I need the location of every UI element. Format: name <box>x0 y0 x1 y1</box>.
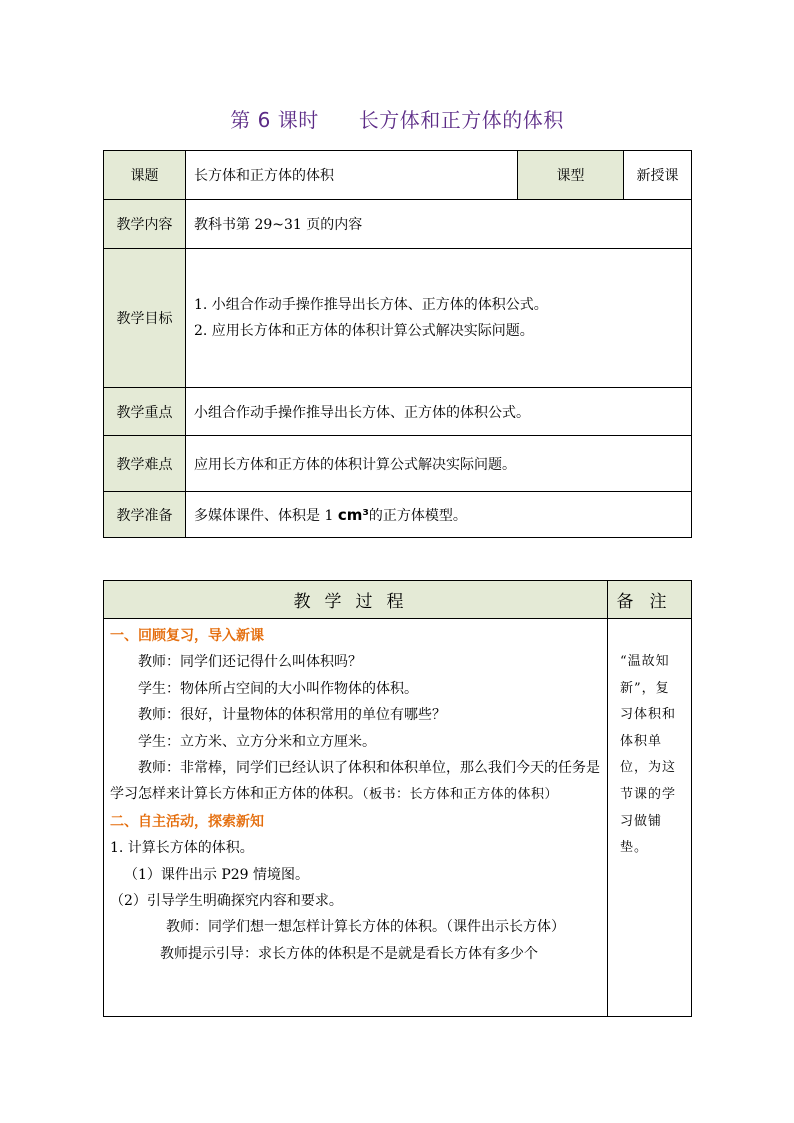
note-content: “温故知新”，复习体积和体积单位，为这节课的学习做铺垫。 <box>608 619 692 1017</box>
content-value: 教科书第 29~31 页的内容 <box>186 200 692 249</box>
goal-item-1: 1. 小组合作动手操作推导出长方体、正方体的体积公式。 <box>194 297 548 313</box>
topic-value: 长方体和正方体的体积 <box>186 151 518 200</box>
type-value: 新授课 <box>624 151 692 200</box>
prep-text-after: 的正方体模型。 <box>368 507 467 524</box>
lesson-title: 长方体和正方体的体积 <box>358 108 564 132</box>
dialogue-line: 教师：同学们想一想怎样计算长方体的体积。（课件出示长方体） <box>166 919 565 936</box>
dialogue-line: 教师：很好，计量物体的体积常用的单位有哪些？ <box>138 707 446 724</box>
dialogue-line: 学生：物体所占空间的大小叫作物体的体积。 <box>138 680 418 697</box>
topic-label: 课题 <box>104 151 186 200</box>
lesson-info-table <box>103 150 692 538</box>
dialogue-line: 学生：立方米、立方分米和立方厘米。 <box>138 733 376 750</box>
dialogue-line: 教师：同学们还记得什么叫体积吗？ <box>138 654 362 671</box>
prep-value <box>186 492 692 538</box>
content-label: 教学内容 <box>104 200 186 249</box>
difficult-label: 教学难点 <box>104 436 186 492</box>
step-line: （1）课件出示 P29 情境图。 <box>124 866 310 883</box>
step-line: 1. 计算长方体的体积。 <box>110 840 254 857</box>
dialogue-text: 教师：非常棒，同学们已经认识了体积和体积单位，那么我们今天的任务是学习怎样来计算长方体和正方体的体积。 <box>110 760 600 803</box>
key-label: 教学重点 <box>104 388 186 436</box>
process-header: 教学过程 <box>104 581 608 619</box>
section-2-heading: 二、自主活动，探索新知 <box>110 813 264 830</box>
page-title <box>0 104 794 133</box>
prep-text-before: 多媒体课件、体积是 1 <box>194 507 338 524</box>
difficult-value: 应用长方体和正方体的体积计算公式解决实际问题。 <box>186 436 692 492</box>
goal-value <box>186 249 692 388</box>
dialogue-line: 教师提示引导：求长方体的体积是不是就是看长方体有多少个 <box>160 945 538 962</box>
key-value: 小组合作动手操作推导出长方体、正方体的体积公式。 <box>186 388 692 436</box>
section-1-heading: 一、回顾复习，导入新课 <box>110 628 264 644</box>
dialogue-line <box>110 755 605 809</box>
step-line: （2）引导学生明确探究内容和要求。 <box>110 893 343 910</box>
board-note: （板书：长方体和正方体的体积） <box>362 787 559 803</box>
teaching-process-table <box>103 580 692 1017</box>
process-content <box>104 619 608 1017</box>
prep-label: 教学准备 <box>104 492 186 538</box>
prep-unit: cm³ <box>337 505 369 524</box>
type-label: 课型 <box>518 151 624 200</box>
goal-item-2: 2. 应用长方体和正方体的体积计算公式解决实际问题。 <box>194 323 534 339</box>
note-header: 备注 <box>608 581 692 619</box>
lesson-number: 第 6 课时 <box>230 108 319 132</box>
goal-label: 教学目标 <box>104 249 186 388</box>
